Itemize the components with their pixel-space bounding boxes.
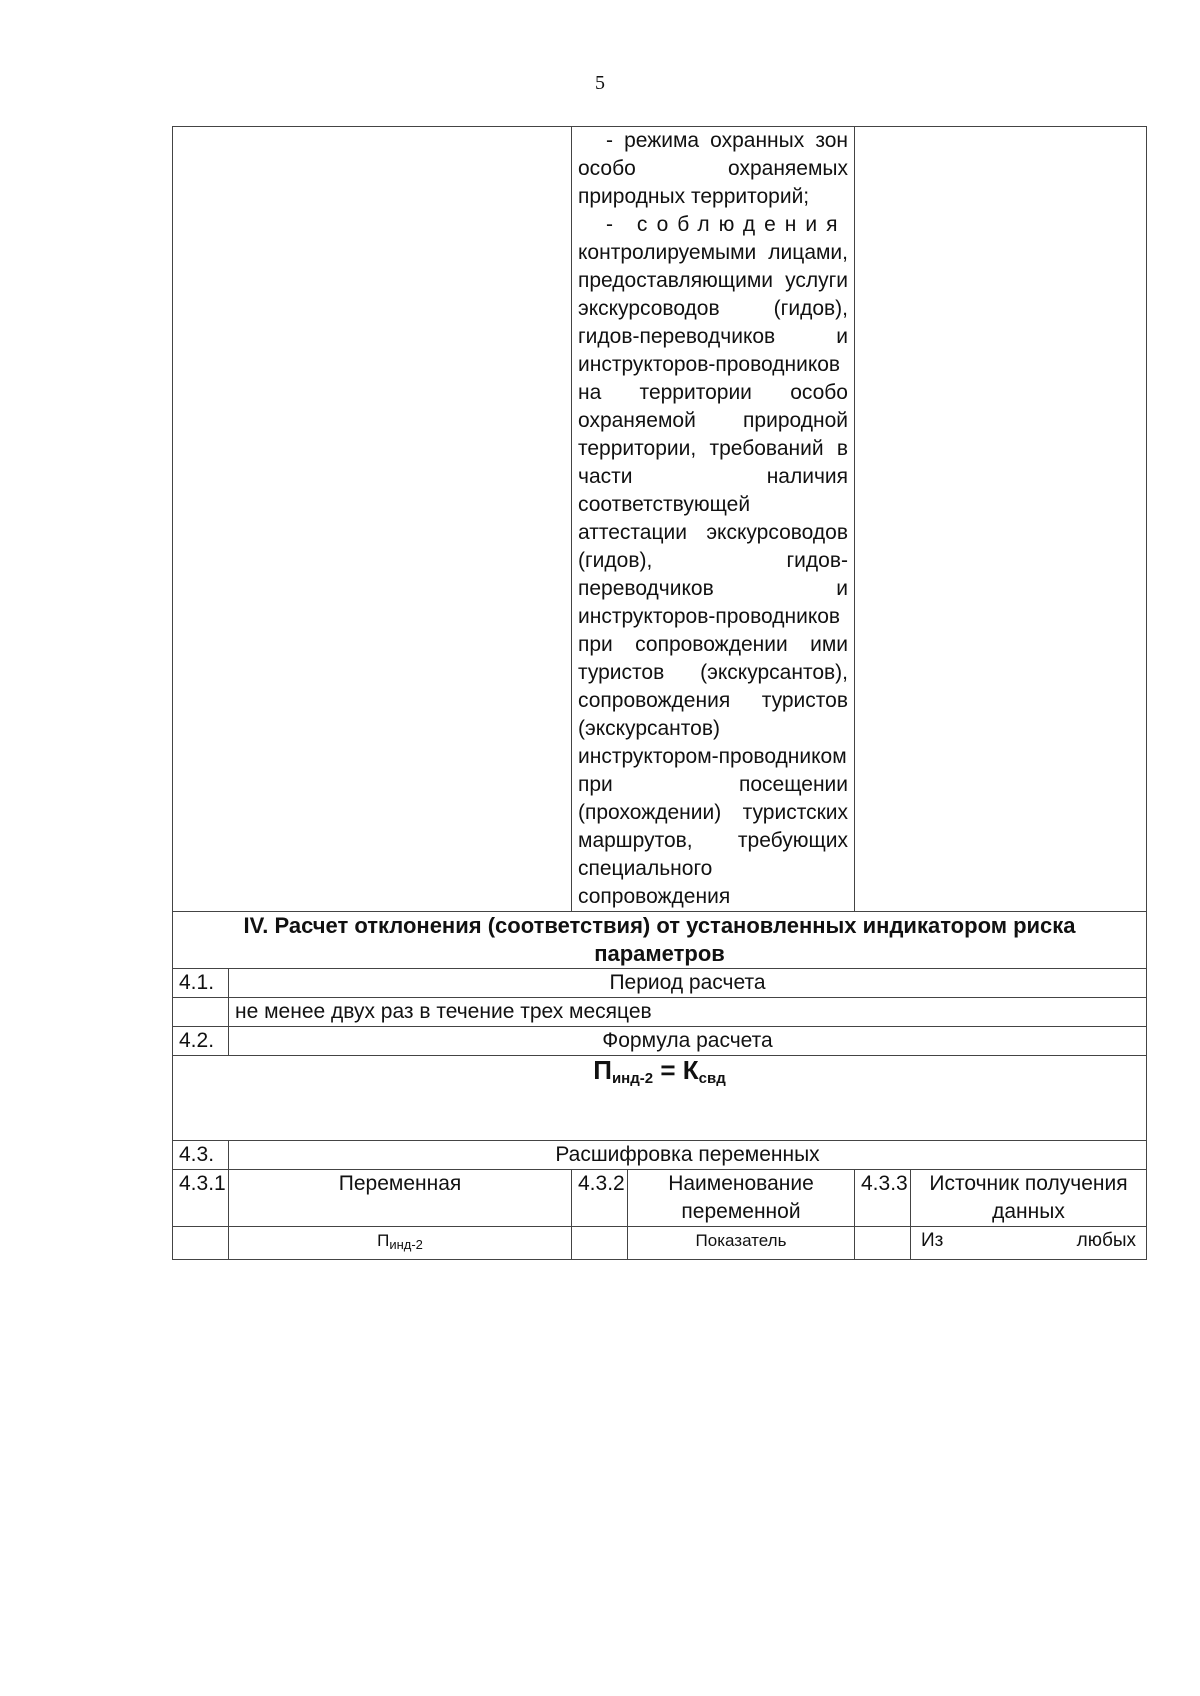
- data-source-left: Из: [921, 1230, 944, 1251]
- column-3-number: 4.3.3: [855, 1170, 911, 1227]
- variables-header-row: [173, 1141, 1147, 1170]
- variables-number: 4.3.: [173, 1141, 229, 1170]
- data-cell-3-num: [855, 1227, 911, 1260]
- formula-number: 4.2.: [173, 1027, 229, 1056]
- period-label: Период расчета: [229, 969, 1147, 998]
- formula: [173, 1056, 1147, 1141]
- column-2-number: 4.3.2: [572, 1170, 628, 1227]
- variables-columns-row: [173, 1170, 1147, 1227]
- page-number: 5: [595, 72, 605, 94]
- data-source-cell: [911, 1227, 1147, 1260]
- empty-cell-left: [173, 127, 572, 912]
- data-source-right: любых: [1076, 1230, 1136, 1251]
- indicator-table: [172, 126, 1147, 1260]
- desc-paragraph-2: - соблюдения: [606, 213, 847, 236]
- formula-rhs-subscript: свд: [698, 1070, 726, 1087]
- formula-lhs-subscript: инд-2: [611, 1070, 654, 1087]
- formula-equals: =: [660, 1055, 676, 1085]
- section-title-row: [173, 912, 1147, 969]
- column-1-label: Переменная: [229, 1170, 572, 1227]
- period-value-row: [173, 998, 1147, 1027]
- column-2-label: Наименование переменной: [628, 1170, 855, 1227]
- variable-symbol: П: [377, 1231, 390, 1250]
- formula-rhs: К: [682, 1055, 699, 1085]
- formula-row: [173, 1056, 1147, 1141]
- formula-label: Формула расчета: [229, 1027, 1147, 1056]
- period-value: не менее двух раз в течение трех месяцев: [229, 998, 1147, 1027]
- variable-subscript: инд-2: [389, 1237, 423, 1252]
- empty-cell-right: [855, 127, 1147, 912]
- variable-name-cell: [229, 1227, 572, 1260]
- section-title: IV. Расчет отклонения (соответствия) от установленных индикатором риска параметров: [173, 912, 1147, 969]
- column-3-label: Источник получения данных: [911, 1170, 1147, 1227]
- data-cell-2-num: [572, 1227, 628, 1260]
- period-number: 4.1.: [173, 969, 229, 998]
- variables-data-row: [173, 1227, 1147, 1260]
- formula-header-row: [173, 1027, 1147, 1056]
- variable-description: Показатель: [628, 1227, 855, 1260]
- column-1-number: 4.3.1: [173, 1170, 229, 1227]
- desc-paragraph-3: контролируемыми лицами, предоставляющими услуги экскурсоводов (гидов), гидов-переводчиков и инструкторов-проводников на территории особо охраняемой природной территории, требований в части наличия соответствующей аттестации экскурсоводов (гидов), гидов-переводчиков и инструкторов-проводников при сопровождении ими туристов (экскурсантов), сопровождения туристов (экскурсантов) инструктором-проводником при посещении (прохождении) туристских маршрутов, требующих специального сопровождения: [578, 241, 848, 908]
- variables-label: Расшифровка переменных: [229, 1141, 1147, 1170]
- period-value-empty: [173, 998, 229, 1027]
- continuation-row: [173, 127, 1147, 912]
- formula-lhs: П: [593, 1055, 612, 1085]
- data-cell-1-num: [173, 1227, 229, 1260]
- period-header-row: [173, 969, 1147, 998]
- desc-paragraph-1: - режима охранных зон особо охраняемых природных территорий;: [578, 129, 848, 208]
- description-cell: [572, 127, 855, 912]
